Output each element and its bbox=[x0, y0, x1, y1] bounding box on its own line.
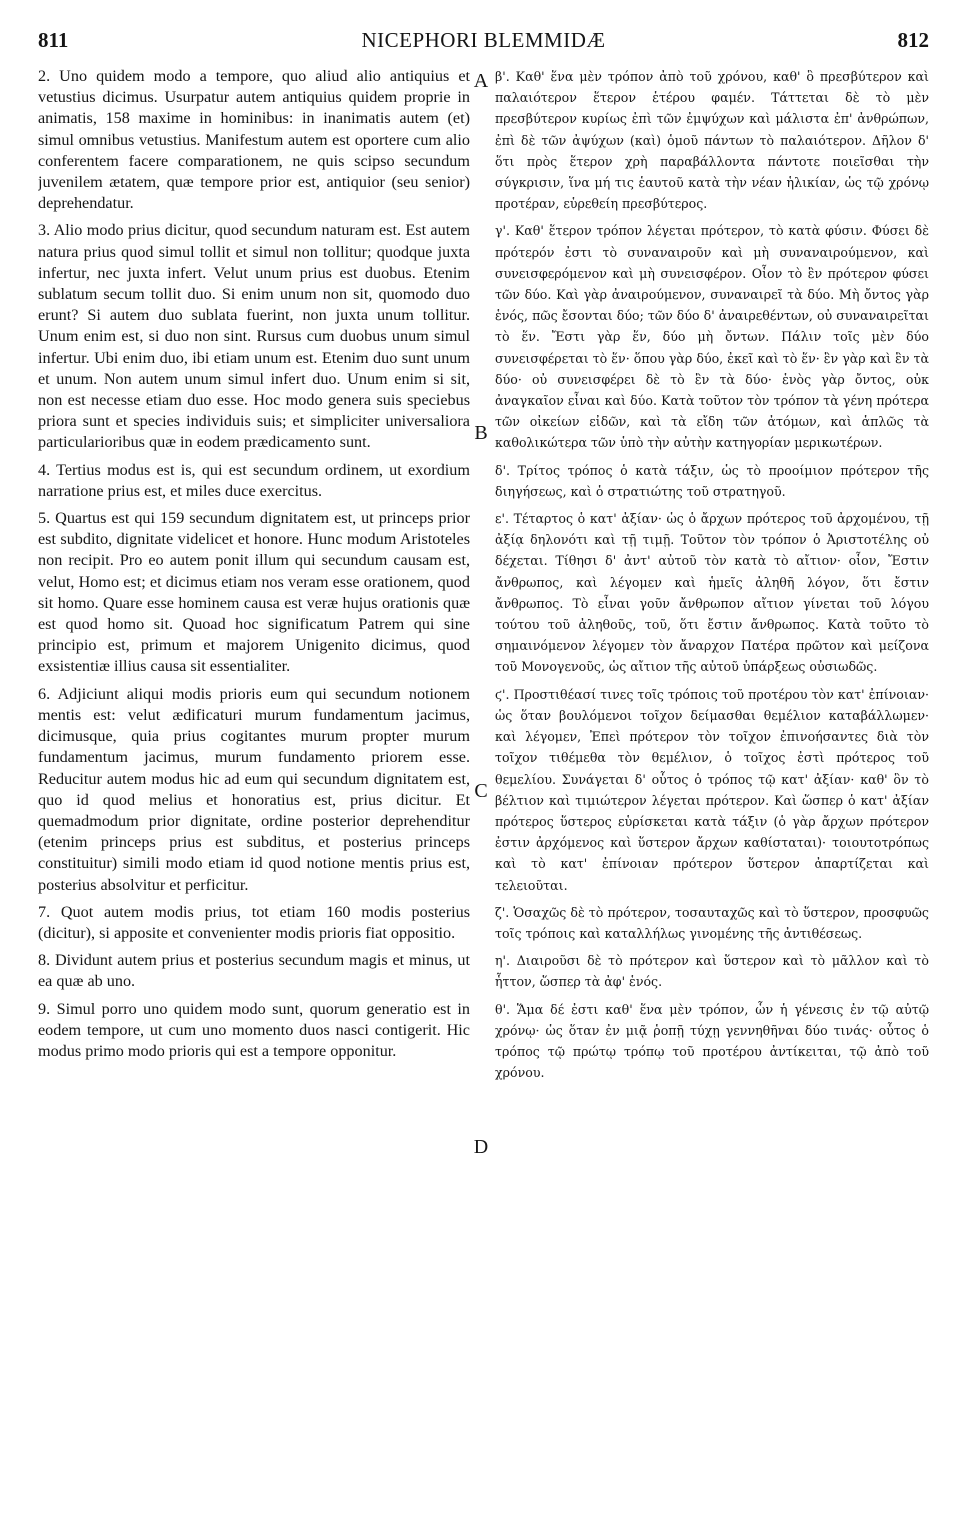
running-title: NICEPHORI BLEMMIDÆ bbox=[361, 28, 606, 52]
greek-paragraph-eta: η'. Διαιροῦσι δὲ τὸ πρότερον καὶ ὕστερον καὶ τὸ μᾶλλον καὶ τὸ ἧττον, ὥσπερ τὰ ἀφ' ἑνός. bbox=[495, 953, 929, 990]
greek-paragraph-theta: θ'. Ἅμα δέ ἐστι καθ' ἕνα μὲν τρόπον, ὧν ἡ γένεσις ἐν τῷ αὐτῷ χρόνῳ· ὡς ὅταν ἐν μιᾷ ῥοπῇ τύχῃ γεννηθῆναι δύο τινάς· οὗτος ὁ τρόπος τῷ πρώτῳ τρόπῳ τοῦ προτέρου ἀντίκειται, τῷ ἀπὸ τοῦ χρόνου. bbox=[495, 1001, 929, 1081]
latin-paragraph-7: 7. Quot autem modis prius, tot etiam 160 modis posterius (dicitur), si apposite et convenienter modis prioris fiat oppositio. bbox=[38, 902, 470, 942]
margin-marker-a: A bbox=[473, 70, 489, 92]
greek-paragraph-gamma: γ'. Καθ' ἕτερον τρόπον λέγεται πρότερον, τὸ κατὰ φύσιν. Φύσει δὲ πρότερόν ἐστι τὸ συναναιροῦν καὶ μὴ συναναιρούμενον, καὶ συνεισφερόμενον καὶ μὴ συνεισφέρον. Οἷον τὸ ἓν πρότερον φύσει τῶν δύο. Καὶ γὰρ ἀναιρούμενον, συναναιρεῖ τὰ δύο. Μὴ ὄντος γὰρ ἑνός, πῶς ἔσονται δύο; τῶν δύο δ' ἀναιρεθέντων, οὐ συναναιρεῖται τὸ ἕν. Ἔστι γὰρ ἕν, δύο μὴ ὄντων. Πάλιν τοῖς μὲν δύο συνεισφέρεται τὸ ἕν· ὅπου γὰρ δύο, ἐκεῖ καὶ τὸ ἕν· ἓν γὰρ καὶ ἓν τὰ δύο· οὐ συνεισφέρει δὲ τὸ ἓν τὰ δύο· ἑνὸς γὰρ ὄντος, οὐκ ἀναγκαῖον εἶναι καὶ δύο. Κατὰ τοῦτον τὸν τρόπον τὰ γένη πρότερα τῶν οἰκείων εἰδῶν, καὶ τὰ εἴδη τῶν ἀτόμων, καὶ ἁπλῶς τὰ καθολικώτερα τῶν ὑπὸ τὴν αὐτὴν κατηγορίαν μερικωτέρων. bbox=[495, 223, 929, 451]
latin-paragraph-3: 3. Alio modo prius dicitur, quod secundum naturam est. Est autem natura prius quod simul tollit et simul non tollitur; quodque juxta infertur, nec juxta infert. Velut unum prius est duobus. Etenim sublatum secum tollit duo. Si enim unum non sit, quomodo duo erunt? Si autem duo sublata fuerint, non juxta unum tollitur. Unum enim est, si duo non sint. Rursus cum duobus unum simul infertur. Ubi enim duo, ibi etiam unum est. Etenim duo sunt unum et unum. Non autem unum simul infert duo. Unum enim si sit, non est necesse etiam duo esse. Hoc modo genera suis speciebus priora sunt et species individuis suis; et simpliciter universaliora particularioribus quæ in eodem prædicamento sunt. bbox=[38, 221, 470, 452]
margin-marker-c: C bbox=[474, 780, 488, 802]
greek-paragraph-zeta: ζ'. Ὁσαχῶς δὲ τὸ πρότερον, τοσαυταχῶς καὶ τὸ ὕστερον, προσφυῶς τοῖς τρόποις καὶ καταλλήλως γινομένης τῆς ἀντιθέσεως. bbox=[495, 904, 929, 941]
margin-marker-b: B bbox=[474, 422, 488, 444]
greek-paragraph-stigma: ϛ'. Προστιθέασί τινες τοῖς τρόποις τοῦ προτέρου τὸν κατ' ἐπίνοιαν· ὡς ὅταν βουλόμενοι τοῖχον δείμασθαι θεμέλιον καταβάλλωμεν· καὶ λέγομεν, Ἐπεὶ πρότερον τὸν τοῖχον ἐπινοήσαντες διὰ τὸν τοῖχον τιθέμεθα τὸν θεμέλιον, ὁ τοῖχος ἐστὶ πρότερος τοῦ θεμελίου. Συνάγεται δ' οὗτος ὁ τρόπος τῷ κατ' ἀξίαν· καθ' ὃν τὸ βέλτιον καὶ τιμιώτερον λέγεται πρότερον. Καὶ ὥσπερ ὁ κατ' ἀξίαν πρότερος ὕστερος εὑρίσκεται κατὰ τάξιν (ὁ γὰρ ἄρχων πρότερον ἐστιν ἀρχόμενος καὶ ὕστερον ἄρχων καθίσταται)· τοιουτοτρόπως καὶ τὸ κατ' ἐπίνοιαν πρότερον ὕστερον ἀπαρτίζεται καὶ τελειοῦται. bbox=[495, 686, 929, 893]
latin-paragraph-8: 8. Dividunt autem prius et posterius secundum magis et minus, ut ea quæ ab uno. bbox=[38, 951, 470, 991]
latin-paragraph-6: 6. Adjiciunt aliqui modis prioris eum qui secundum notionem mentis est: velut ædificaturi murum fundamentum jacimus, dicimusque, quia prius cogitantes murum propter murum fundamentum jacimus, murum fundamento priorem esse. Reducitur autem modus hic ad eum qui secundum dignitatem est, quo id quod melius et honoratius est, prius dicitur. Et quemadmodum prior dignitate, ordine posterior deprehenditur (etenim princeps prius est subditus, et posterius princeps constituitur) simili modo etiam id quod notione mentis prius est, posterius absolvitur et perficitur. bbox=[38, 684, 470, 894]
latin-column bbox=[38, 66, 470, 1526]
latin-paragraph-5: 5. Quartus est qui 159 secundum dignitatem est, ut princeps prior est subdito, dignitate videlicet et honore. Hunc modum Aristoteles non recipit. Pro eo autem ponit illum qui secundum causam est, velut, Homo est; et dicimus etiam nos veram esse orationem, quod sit homo. Quare esse hominem causa est veræ hujus orationis quæ est quod homo sit. Quoad hoc significatum Patrem qui sine principio est, primum et majorem Unigenito dicimus, quod exsistentiæ illius causa sit essentialiter. bbox=[38, 509, 470, 676]
greek-column bbox=[495, 66, 929, 1526]
latin-paragraph-2: 2. Uno quidem modo a tempore, quo aliud alio antiquius et vetustius dicimus. Usurpatur autem antiquius quidem proprie in animatis, 158 maxime in hominibus: in inanimatis autem (et) simul omnibus vetustius. Manifestum autem est oportere cum alio conferentem facere comparationem, ne quis scipso secundum juvenilem ætatem, quæ tempore prior est, antiquior (seu senior) deprehendatur. bbox=[38, 67, 470, 213]
greek-paragraph-epsilon: ε'. Τέταρτος ὁ κατ' ἀξίαν· ὡς ὁ ἄρχων πρότερος τοῦ ἀρχομένου, τῇ ἀξίᾳ δηλονότι καὶ τῇ τιμῇ. Τοῦτον τὸν τρόπον ὁ Ἀριστοτέλης οὐ δέχεται. Τίθησι δ' ἀντ' αὐτοῦ τὸν κατὰ τὸ αἴτιον· οἷον, Ἔστιν ἄνθρωπος, καὶ λέγομεν καὶ ἡμεῖς ἀληθῆ λόγον, ὅτι ἔστιν ἄνθρωπος. Τὸ εἶναι γοῦν ἄνθρωπον αἴτιον γίνεται τοῦ λόγου τούτου τοῦ ἀληθοῦς, τοῦ, ὅτι ἔστιν ἄνθρωπος. Κατὰ τοῦτο τὸ σημαινόμενον λέγομεν τὸν ἄναρχον Πατέρα πρῶτον καὶ μείζονα τοῦ Μονογενοῦς, ὡς αἴτιον τῆς αὐτοῦ ὑπάρξεως οὐσιωδῶς. bbox=[495, 511, 929, 675]
margin-marker-d: D bbox=[473, 1136, 489, 1158]
latin-paragraph-4: 4. Tertius modus est is, qui est secundum ordinem, ut exordium narratione prius est, et miles duce exercitus. bbox=[38, 460, 470, 500]
right-page-number: 812 bbox=[897, 28, 929, 52]
page-header bbox=[38, 28, 929, 58]
greek-paragraph-beta: β'. Καθ' ἕνα μὲν τρόπον ἀπὸ τοῦ χρόνου, καθ' ὃ πρεσβύτερον καὶ παλαιότερον ἕτερον ἑτέρου φαμέν. Τάττεται δὲ τὸ μὲν πρεσβύτερον κυρίως ἐπὶ τῶν ἐμψύχων καὶ μάλιστα ἐπ' ἀνθρώπων, ἐπὶ δὲ τῶν ἀψύχων (καὶ) ὁμοῦ πάντων τὸ παλαιότερον. Δῆλον δ' ὅτι πρὸς ἕτερον χρὴ παραβάλλοντα πάντοτε ποιεῖσθαι τὴν σύγκρισιν, ἵνα μή τις ἑαυτοῦ κατὰ τὴν νέαν ἡλικίαν, ὡς τῷ χρόνῳ προτέραν, εὑρεθείη πρεσβύτερος. bbox=[495, 69, 929, 212]
left-page-number: 811 bbox=[38, 28, 69, 52]
greek-paragraph-delta: δ'. Τρίτος τρόπος ὁ κατὰ τάξιν, ὡς τὸ προοίμιον πρότερον τῆς διηγήσεως, καὶ ὁ στρατιώτης τοῦ στρατηγοῦ. bbox=[495, 462, 929, 499]
latin-paragraph-9: 9. Simul porro uno quidem modo sunt, quorum generatio est in eodem tempore, ut cum uno momento duos nasci contigerit. Hic modus primo modo prioris qui est a tempore opponitur. bbox=[38, 999, 470, 1060]
